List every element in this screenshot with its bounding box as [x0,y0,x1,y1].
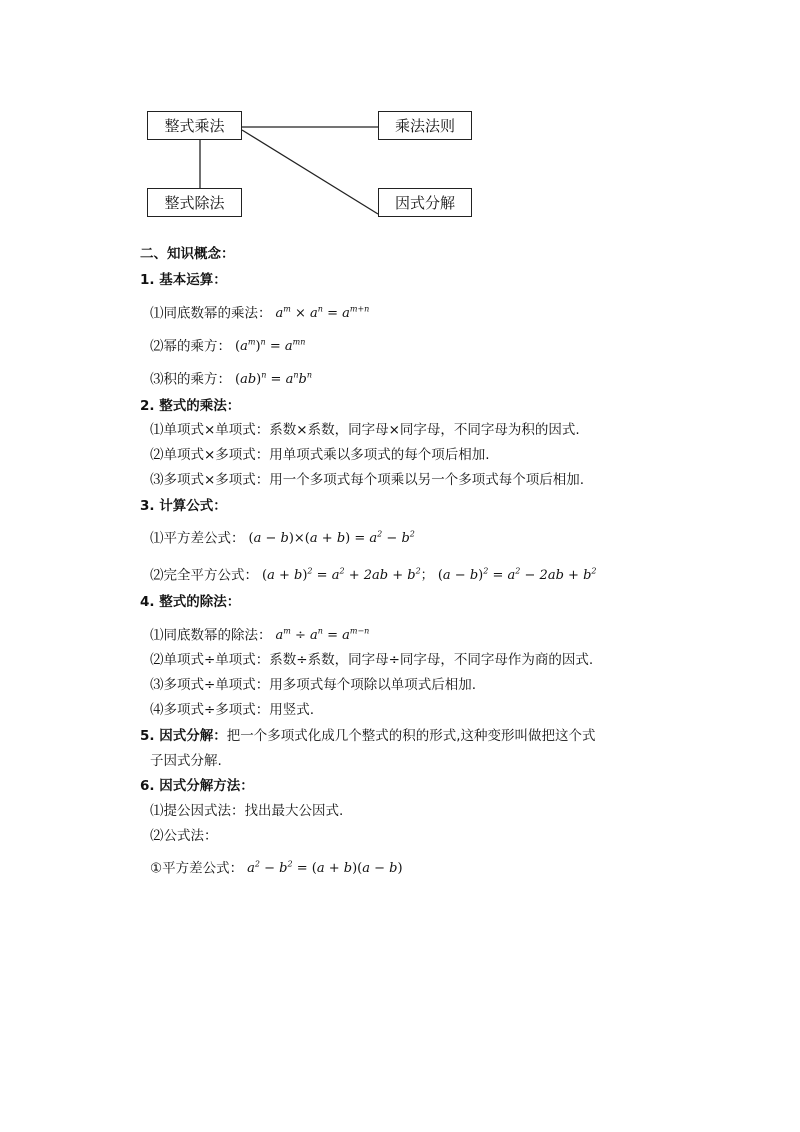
rule-power-of-power [150,334,305,356]
box-integral-division: 整式除法 [147,188,242,217]
rule-poly-div-mono: ⑶多项式÷单项式：用多项式每个项除以单项式后相加. [150,677,477,693]
rule-difference-of-squares [150,526,415,548]
concept-diagram [0,0,800,230]
rule-power-of-product-label: ⑶积的乘方： [150,371,231,388]
rule-mono-mono: ⑴单项式×单项式：系数×系数，同字母×同字母，不同字母为积的因式. [150,422,580,438]
method-formula: ⑵公式法： [150,828,218,844]
heading-factorization: 5. 因式分解： [140,728,227,744]
rule-perfect-square-label: ⑵完全平方公式： [150,567,258,584]
heading-factorization-methods: 6. 因式分解方法： [140,778,254,794]
formula-power-of-product: $(ab)^n = a^nb^n$ [235,371,312,388]
connector-mul-factor [242,130,378,214]
rule-power-of-product [150,367,312,389]
rule-mono-poly: ⑵单项式×多项式：用单项式乘以多项式的每个项后相加. [150,447,490,463]
rule-power-product [150,301,369,323]
box-factorization: 因式分解 [378,188,472,217]
rule-poly-div-poly: ⑷多项式÷多项式：用竖式. [150,702,315,718]
rule-power-quotient [150,623,369,645]
formula-power-of-power: $(a^m)^n = a^{mn}$ [235,338,306,355]
formula-power-product: $a^m \times a^n = a^{m+n}$ [275,305,370,322]
factorization-definition-text: 把一个多项式化成几个整式的积的形式,这种变形叫做把这个式 [226,728,596,744]
factorization-definition-cont: 子因式分解. [150,753,222,769]
formula-difference-of-squares: $(a - b)\times(a + b) = a^2 - b^2$ [248,530,415,547]
formula-perfect-square: $(a + b)^2 = a^2 + 2ab + b^2$； $(a - b)^2 = a^2 - 2ab + b^2$ [262,567,597,584]
heading-integral-division: 4. 整式的除法： [140,594,241,610]
rule-power-of-power-label: ⑵幂的乘方： [150,338,231,355]
rule-power-quotient-label: ⑴同底数幂的除法： [150,627,272,644]
box-integral-multiplication: 整式乘法 [147,111,242,140]
formula-power-quotient: $a^m \div a^n = a^{m-n}$ [275,627,370,644]
box-multiplication-rule: 乘法法则 [378,111,472,140]
heading-integral-multiplication: 2. 整式的乘法： [140,398,241,414]
rule-difference-of-squares-label: ⑴平方差公式： [150,530,245,547]
method-common-factor: ⑴提公因式法：找出最大公因式. [150,803,344,819]
method-difference-of-squares [150,856,403,878]
rule-power-product-label: ⑴同底数幂的乘法： [150,305,272,322]
rule-perfect-square [150,563,597,585]
section-heading: 二、知识概念： [140,246,235,262]
heading-formulas: 3. 计算公式： [140,498,227,514]
formula-factor-difference-of-squares: $a^2 - b^2 = (a + b)(a - b)$ [247,860,403,877]
heading-basic-operations: 1. 基本运算： [140,272,227,288]
method-difference-of-squares-label: ①平方差公式： [150,860,244,877]
factorization-definition [140,727,596,745]
rule-poly-poly: ⑶多项式×多项式：用一个多项式每个项乘以另一个多项式每个项后相加. [150,472,585,488]
rule-mono-div-mono: ⑵单项式÷单项式：系数÷系数，同字母÷同字母，不同字母作为商的因式. [150,652,594,668]
